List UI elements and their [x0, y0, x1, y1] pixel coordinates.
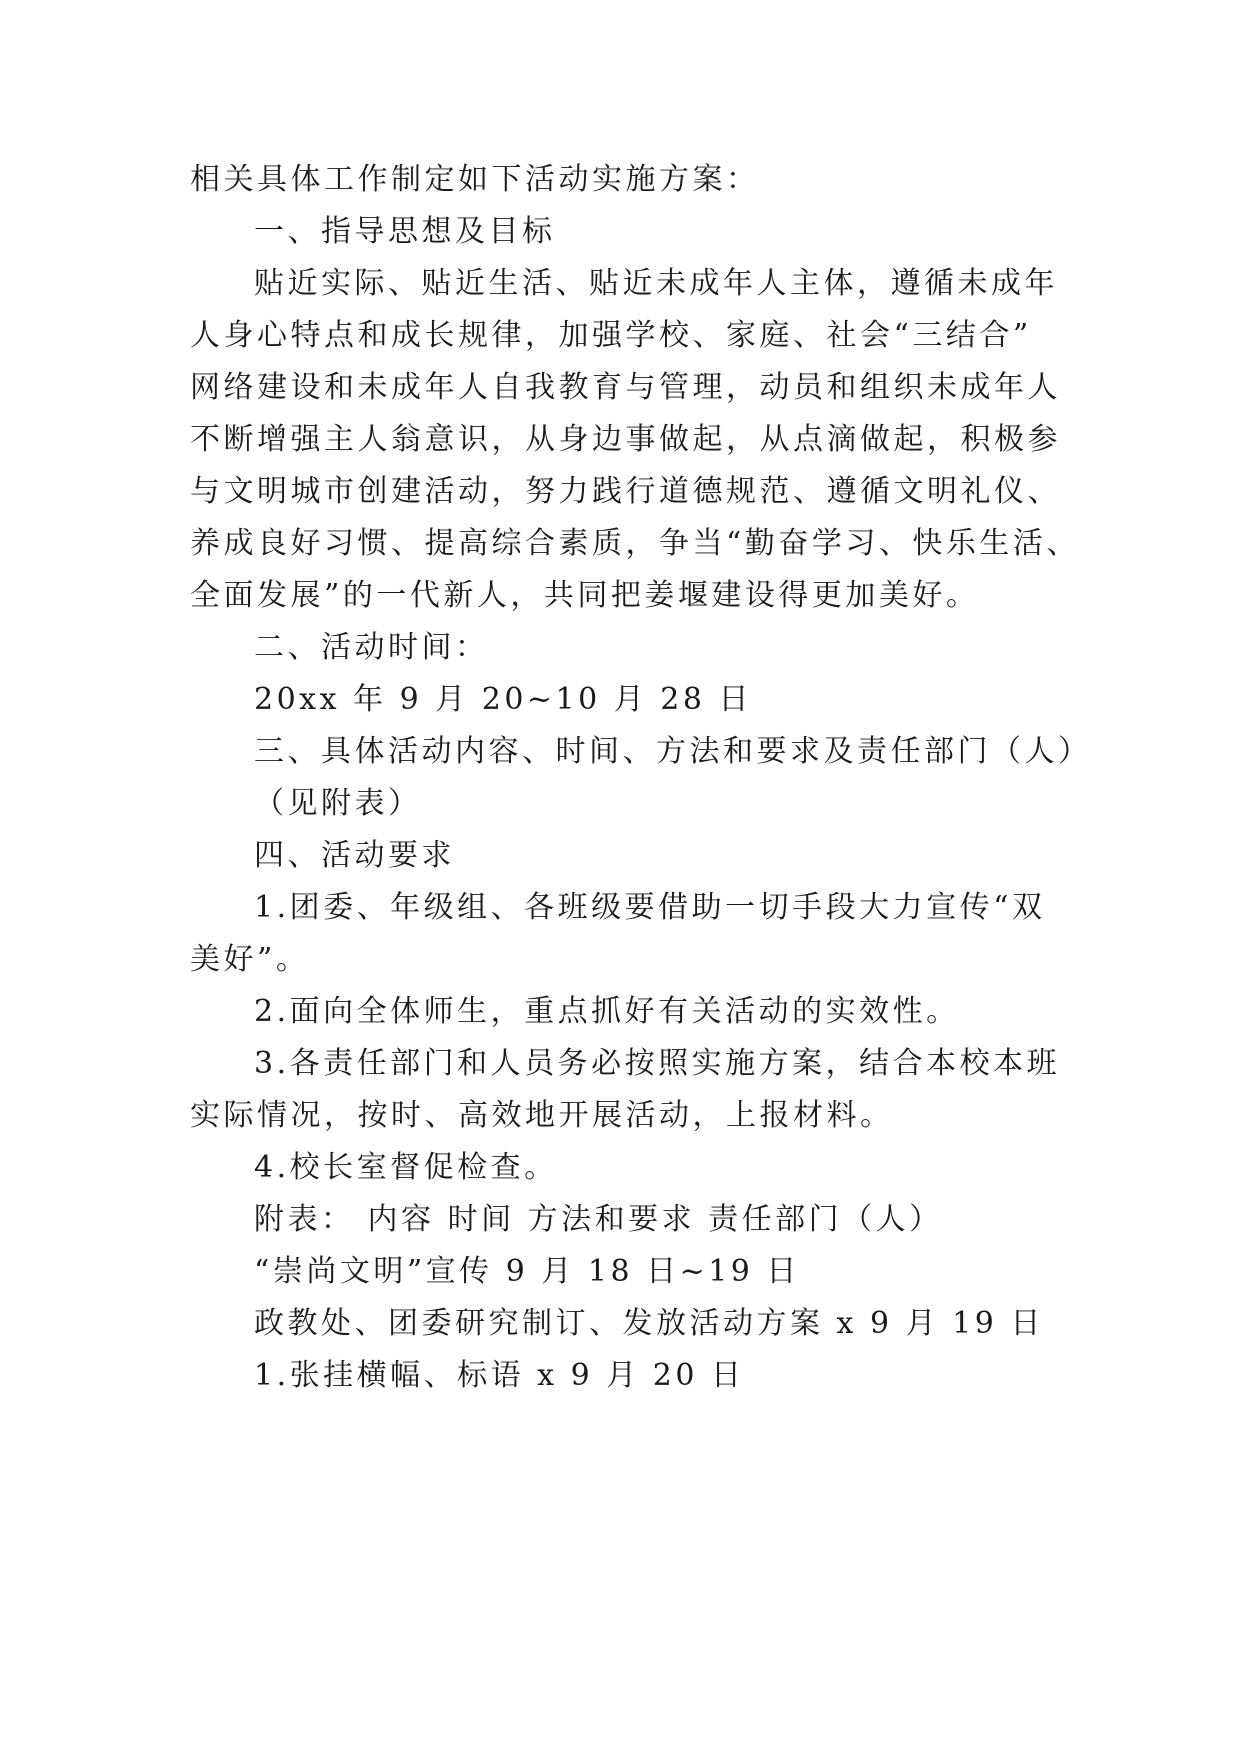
paragraph-line: 全面发展”的一代新人，共同把姜堰建设得更加美好。 [190, 578, 980, 613]
requirement-item: 1.团委、年级组、各班级要借助一切手段大力宣传“双 [254, 890, 1046, 925]
requirement-item: 3.各责任部门和人员务必按照实施方案，结合本校本班 [254, 1046, 1061, 1081]
requirement-item-continued: 实际情况，按时、高效地开展活动，上报材料。 [190, 1098, 894, 1133]
paragraph-line: 人身心特点和成长规律，加强学校、家庭、社会“三结合” [190, 318, 1032, 353]
requirement-item: 2.面向全体师生，重点抓好有关活动的实效性。 [254, 994, 960, 1029]
paragraph-line: 贴近实际、贴近生活、贴近未成年人主体，遵循未成年 [254, 266, 1058, 301]
paragraph-line: 养成良好习惯、提高综合素质，争当“勤奋学习、快乐生活、 [190, 526, 1080, 561]
activity-date-range: 20xx 年 9 月 20~10 月 28 日 [254, 682, 753, 717]
attached-table-row: “崇尚文明”宣传 9 月 18 日~19 日 [254, 1254, 800, 1289]
heading-guiding-ideology: 一、指导思想及目标 [254, 214, 556, 249]
paragraph-intro: 相关具体工作制定如下活动实施方案： [190, 162, 760, 197]
heading-activity-requirements: 四、活动要求 [254, 838, 455, 873]
heading-activity-content: 三、具体活动内容、时间、方法和要求及责任部门（人） [254, 734, 1092, 769]
paragraph-line: 网络建设和未成年人自我教育与管理，动员和组织未成年人 [190, 370, 1061, 405]
attached-table-row: 政教处、团委研究制订、发放活动方案 x 9 月 19 日 [254, 1306, 1044, 1341]
attached-table-header: 附表： 内容 时间 方法和要求 责任部门（人） [254, 1202, 943, 1237]
paragraph-line: 不断增强主人翁意识，从身边事做起，从点滴做起，积极参 [190, 422, 1061, 457]
paragraph-line: 与文明城市创建活动，努力践行道德规范、遵循文明礼仪、 [190, 474, 1061, 509]
heading-activity-time: 二、活动时间： [254, 630, 489, 665]
see-attached-table: （见附表） [254, 786, 422, 821]
requirement-item: 4.校长室督促检查。 [254, 1150, 558, 1185]
attached-table-row: 1.张挂横幅、标语 x 9 月 20 日 [254, 1358, 745, 1393]
requirement-item-continued: 美好”。 [190, 942, 310, 977]
